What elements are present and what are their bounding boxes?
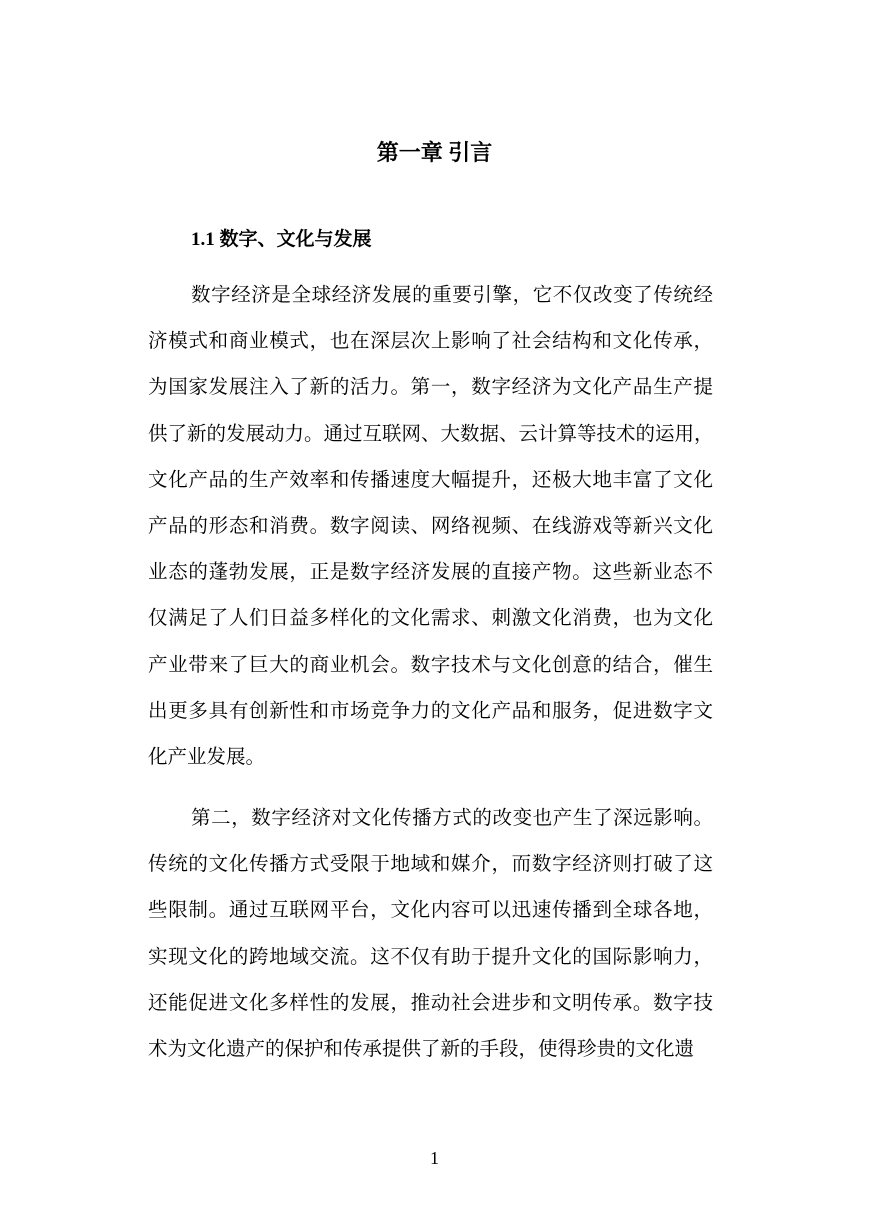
paragraph-line: 产品的形态和消费。数字阅读、网络视频、在线游戏等新兴文化 xyxy=(148,516,713,537)
paragraph-line: 第二，数字经济对文化传播方式的改变也产生了深远影响。 xyxy=(191,808,713,829)
paragraph-line: 实现文化的跨地域交流。这不仅有助于提升文化的国际影响力， xyxy=(148,946,713,968)
paragraph-line: 还能促进文化多样性的发展，推动社会进步和文明传承。数字技 xyxy=(148,992,713,1014)
paragraph-line: 产业带来了巨大的商业机会。数字技术与文化创意的结合，催生 xyxy=(148,654,713,676)
paragraph-line: 仅满足了人们日益多样化的文化需求、刺激文化消费，也为文化 xyxy=(148,608,713,630)
paragraph-line: 业态的蓬勃发展，正是数字经济发展的直接产物。这些新业态不 xyxy=(148,562,713,584)
section-heading: 1.1 数字、文化与发展 xyxy=(191,229,372,250)
paragraph-line: 数字经济是全球经济发展的重要引擎，它不仅改变了传统经 xyxy=(191,285,713,306)
paragraph-line: 传统的文化传播方式受限于地域和媒介，而数字经济则打破了这 xyxy=(148,854,713,876)
page-number: 1 xyxy=(430,1148,439,1168)
paragraph-line: 供了新的发展动力。通过互联网、大数据、云计算等技术的运用， xyxy=(148,423,714,445)
paragraph-line: 文化产品的生产效率和传播速度大幅提升，还极大地丰富了文化 xyxy=(148,469,713,491)
chapter-title: 第一章 引言 xyxy=(376,140,493,165)
paragraph-line: 济模式和商业模式，也在深层次上影响了社会结构和文化传承， xyxy=(148,331,713,353)
paragraph-line: 为国家发展注入了新的活力。第一，数字经济为文化产品生产提 xyxy=(148,377,713,399)
paragraph-line: 出更多具有创新性和市场竞争力的文化产品和服务，促进数字文 xyxy=(148,700,713,722)
paragraph-line: 化产业发展。 xyxy=(148,747,266,768)
paragraph-line: 些限制。通过互联网平台，文化内容可以迅速传播到全球各地， xyxy=(148,900,713,922)
paragraph-line: 术为文化遗产的保护和传承提供了新的手段，使得珍贵的文化遗 xyxy=(148,1039,695,1060)
